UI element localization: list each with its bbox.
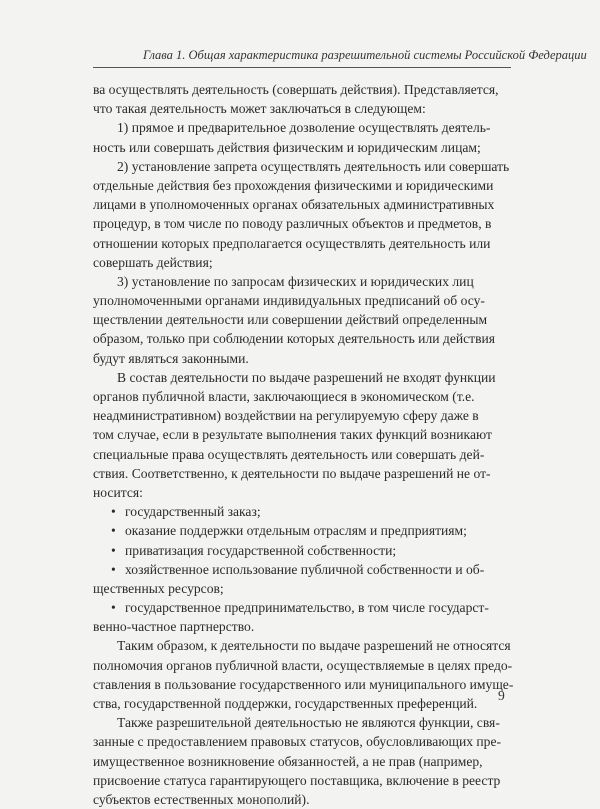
line-text: щественных ресурсов; [93, 580, 224, 596]
line-text: том случае, если в результате выполнения таких функций возникают [93, 427, 492, 443]
text-line [93, 790, 511, 809]
line-text: Также разрешительной деятельностью не являются функции, свя- [117, 715, 500, 731]
bullet-icon: • [111, 561, 116, 577]
line-text: образом, только при соблюдении которых деятельность или действия [93, 331, 496, 347]
bullet-icon: • [111, 600, 116, 616]
bullet-line [93, 502, 511, 521]
bullet-line [93, 598, 511, 617]
line-text: уполномоченными органами индивидуальных предписаний об осу- [93, 293, 485, 309]
text-line [93, 329, 511, 348]
text-line [93, 195, 511, 214]
bullet-icon: • [111, 523, 116, 539]
line-text: органов публичной власти, заключающиеся в экономическом (т.е. [93, 389, 475, 404]
bullet-line [93, 521, 511, 540]
line-text: приватизация государственной собственности; [125, 542, 397, 558]
text-line [93, 617, 511, 636]
line-text: имущественное возникновение обязанностей, а не прав (например, [93, 753, 483, 769]
line-text: 3) установление по запросам физических и юридических лиц [117, 273, 474, 289]
line-text: В состав деятельности по выдаче разрешений не входят функции [117, 369, 496, 385]
text-line [93, 406, 511, 425]
line-text: присвоение статуса гарантирующего поставщика, включение в реестр [93, 772, 501, 788]
text-line [93, 675, 514, 694]
line-text: субъектов естественных монополий). [93, 791, 310, 807]
text-line [93, 291, 511, 310]
text-line [93, 464, 511, 483]
text-line [93, 445, 511, 464]
bullet-icon: • [111, 504, 116, 520]
bullet-line [93, 541, 511, 560]
text-line [93, 732, 511, 751]
line-text: лицами в уполномоченных органах обязательных административных [93, 197, 495, 213]
line-text: Таким образом, к деятельности по выдаче разрешений не относятся [117, 638, 511, 654]
text-line [93, 234, 511, 253]
text-line [93, 579, 511, 598]
header-rule [93, 67, 511, 68]
line-text: ства, государственной поддержки, государственных преференций. [93, 696, 478, 711]
text-line [93, 214, 511, 233]
line-text: специальные права осуществлять деятельность или совершать дей- [93, 446, 485, 462]
body-text [93, 80, 514, 809]
line-text: 1) прямое и предварительное дозволение осуществлять деятель- [117, 120, 491, 136]
line-text: 2) установление запрета осуществлять деятельность или совершать [117, 158, 510, 174]
text-line [93, 713, 511, 732]
line-text: венно-частное партнерство. [93, 619, 255, 635]
text-line [93, 636, 511, 655]
line-text: процедур, в том числе по поводу различных объектов и предметов, в [93, 216, 492, 232]
line-text: ществлении деятельности или совершении действий определенным [93, 312, 488, 328]
line-text: полномочия органов публичной власти, осуществляемые в целях предо- [93, 657, 513, 673]
line-text: неадминистративном) воздействии на регулируемую сферу даже в [93, 408, 479, 424]
page-number: 9 [498, 688, 505, 703]
line-text: хозяйственное использование публичной собственности и об- [125, 561, 485, 577]
line-text: оказание поддержки отдельным отраслям и предприятиям; [125, 523, 467, 539]
text-line [93, 157, 511, 176]
line-text: отношении которых предполагается осуществлять деятельность или [93, 235, 491, 251]
bullet-line [93, 560, 511, 579]
line-text: государственный заказ; [125, 504, 261, 520]
text-line [93, 387, 511, 406]
line-text: ствия. Соответственно, к деятельности по выдаче разрешений не от- [93, 465, 491, 481]
text-line [93, 483, 511, 502]
text-line [93, 272, 511, 291]
line-text: ставления в пользование государственного или муниципального имуще- [93, 676, 514, 692]
line-text: будут являться законными. [93, 350, 249, 366]
text-line [93, 752, 511, 771]
text-line [93, 349, 511, 368]
line-text: отдельные действия без прохождения физическими и юридическими [93, 177, 494, 193]
text-line [93, 118, 511, 137]
text-line [93, 138, 511, 157]
line-text: носится: [93, 484, 143, 500]
line-text: государственное предпринимательство, в том числе государст- [125, 600, 489, 616]
line-text: занные с предоставлением правовых статусов, обусловливающих пре- [93, 734, 502, 750]
text-line [93, 368, 511, 387]
text-line [93, 694, 511, 713]
text-line [93, 253, 511, 272]
text-line [93, 771, 511, 790]
text-line [93, 80, 511, 99]
bullet-icon: • [111, 542, 116, 558]
text-line [93, 425, 511, 444]
text-line [93, 310, 511, 329]
line-text: ва осуществлять деятельность (совершать действия). Представляется, [93, 82, 499, 97]
line-text: ность или совершать действия физическим и юридическим лицам; [93, 139, 481, 155]
text-line [93, 176, 511, 195]
line-text: совершать действия; [93, 254, 213, 270]
running-head: Глава 1. Общая характеристика разрешительной системы Российской Федерации [143, 48, 587, 62]
line-text: что такая деятельность может заключаться в следующем: [93, 101, 426, 117]
text-line [93, 99, 511, 118]
text-line [93, 656, 511, 675]
